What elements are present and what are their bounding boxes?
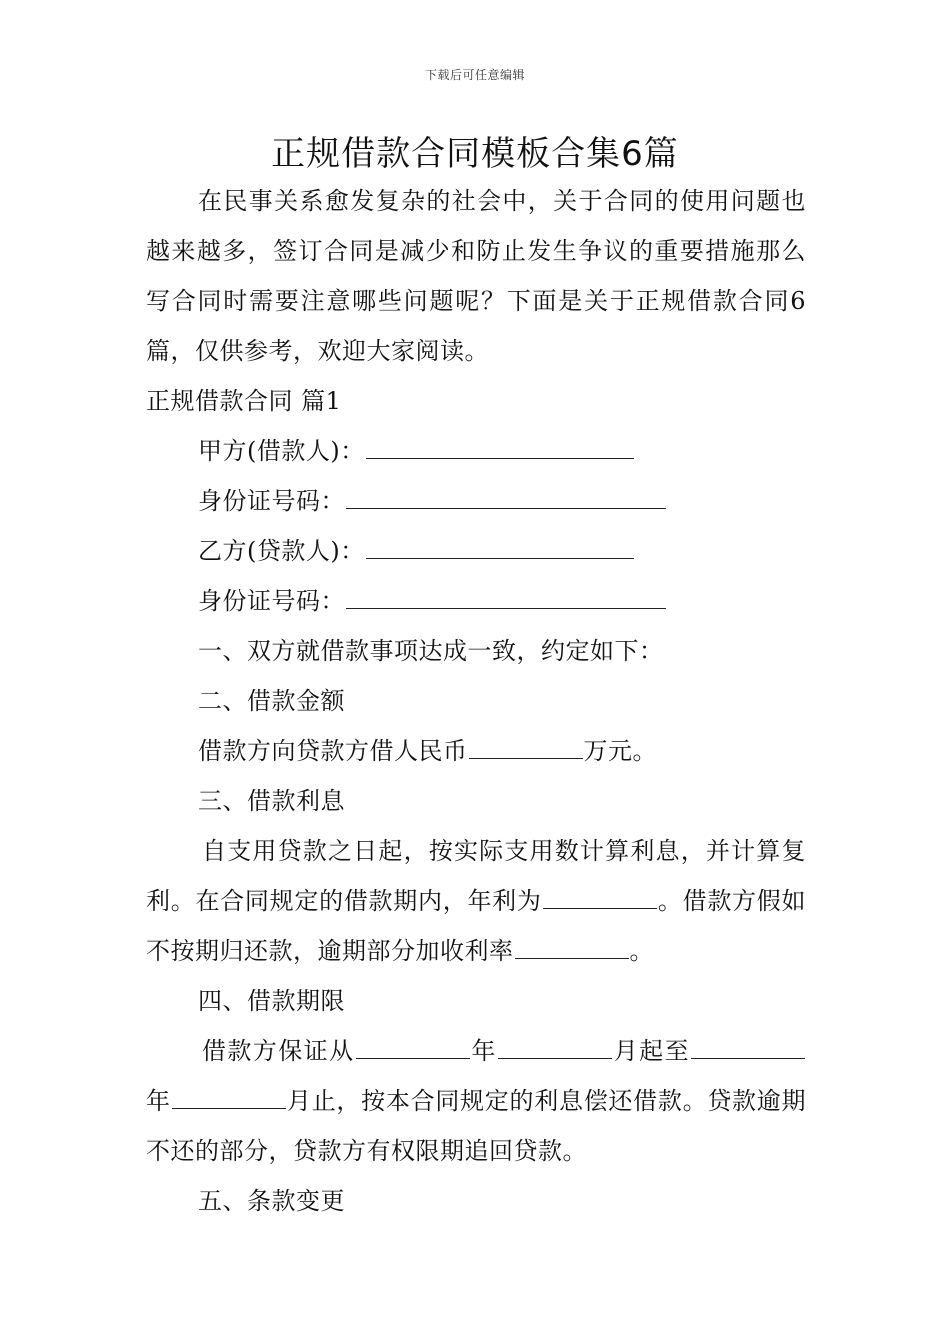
overdue-rate-blank [515,936,629,959]
party-a-label: 甲方(借款人)： [198,437,365,465]
party-b-label: 乙方(贷款人)： [198,537,365,565]
id-b-line [146,576,806,626]
clause-3-text [146,826,806,976]
clause-5-heading: 五、条款变更 [198,1187,345,1215]
start-year-blank [356,1036,470,1059]
clause-2-text-b: 万元。 [583,737,657,765]
id-a-blank [346,486,666,509]
clause-3-text-a: 自支用贷款之日起，按实际支用数计算利息，并计算复利。在合同规定的借款期内，年利为 [146,837,806,915]
clause-2-text-a: 借款方向贷款方借人民币 [198,737,468,765]
id-b-blank [346,586,666,609]
end-year-blank [691,1036,805,1059]
clause-4-text-c: 月起至 [612,1037,691,1065]
party-a-blank [366,436,634,459]
party-b-blank [366,536,634,559]
annual-rate-blank [543,886,657,909]
header-note: 下载后可任意编辑 [424,68,525,82]
id-a-line [146,476,806,526]
id-b-label: 身份证号码： [198,587,345,615]
document-body [146,176,806,1226]
clause-4-text-e: 月止，按本合同规定的利息偿还借款。贷款逾期不还的部分，贷款方有权限期追回贷款。 [146,1087,807,1165]
start-month-blank [498,1036,612,1059]
clause-3-heading: 三、借款利息 [198,787,345,815]
id-a-label: 身份证号码： [198,487,345,515]
section-heading: 正规借款合同 篇1 [146,387,342,415]
clause-3-text-b: 。借款方假如不按期归还款，逾期部分加收利率 [146,887,807,965]
clause-2-text [146,726,806,776]
loan-amount-blank [469,736,583,759]
clause-2-heading: 二、借款金额 [198,687,345,715]
clause-3-text-c: 。 [629,937,654,965]
clause-4-heading: 四、借款期限 [198,987,345,1015]
end-month-blank [172,1086,286,1109]
clause-4-text-a: 借款方保证从 [202,1037,355,1065]
clause-4-text-d: 年 [146,1087,171,1115]
party-a-line [146,426,806,476]
clause-1: 一、双方就借款事项达成一致，约定如下： [198,637,664,665]
document-title: 正规借款合同模板合集6篇 [271,134,679,174]
clause-4-text-b: 年 [470,1037,497,1065]
clause-4-text [146,1026,806,1176]
intro-paragraph: 在民事关系愈发复杂的社会中，关于合同的使用问题也越来越多，签订合同是减少和防止发生争议的重要措施那么写合同时需要注意哪些问题呢？下面是关于正规借款合同6篇，仅供参考，欢迎大家阅读。 [146,187,806,365]
party-b-line [146,526,806,576]
